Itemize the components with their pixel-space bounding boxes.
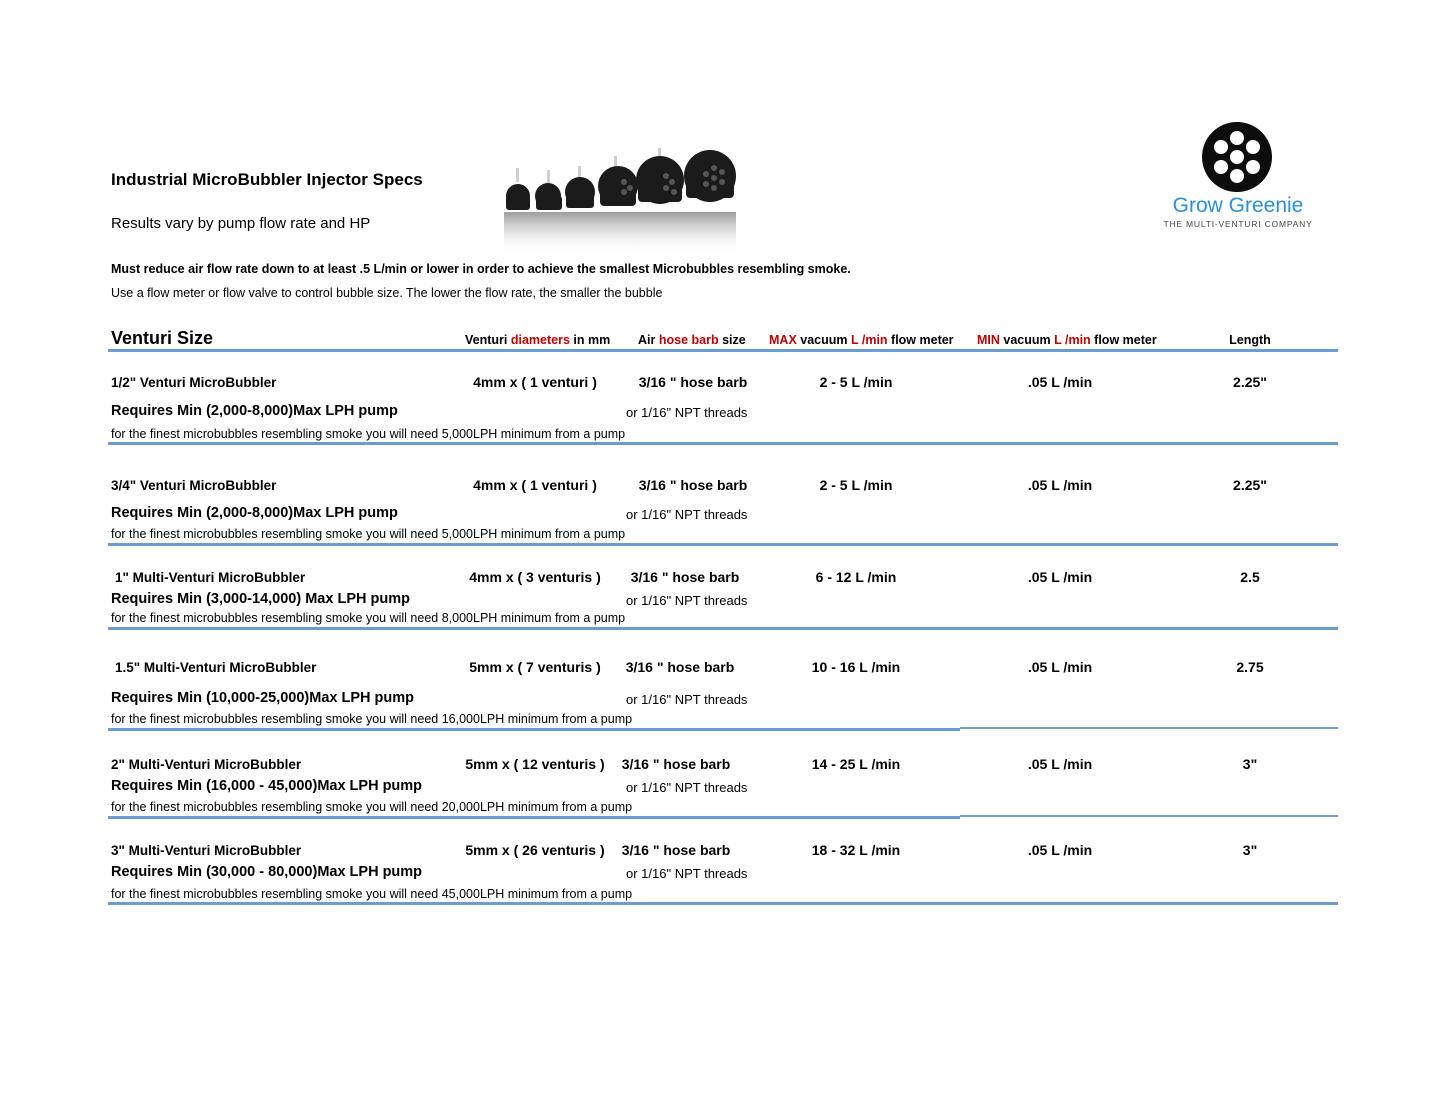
row-barb: 3/16 " hose barb	[638, 374, 748, 390]
row-max: 2 - 5 L /min	[819, 477, 893, 493]
row-pump: Requires Min (2,000-8,000)Max LPH pump	[111, 403, 398, 419]
row-name: 3/4" Venturi MicroBubbler	[111, 478, 277, 493]
row-length: 2.25"	[1233, 477, 1267, 493]
row-name: 1.5" Multi-Venturi MicroBubbler	[115, 660, 317, 675]
header-length: Length	[1229, 333, 1271, 347]
row-npt: or 1/16" NPT threads	[626, 866, 748, 881]
note: Use a flow meter or flow valve to control bubble size. The lower the flow rate, the smaller the bubble	[111, 286, 663, 300]
row-npt: or 1/16" NPT threads	[626, 692, 748, 707]
header-divider	[108, 349, 1338, 352]
row-fine: for the finest microbubbles resembling smoke you will need 45,000LPH minimum from a pump	[111, 887, 633, 901]
row-name: 1" Multi-Venturi MicroBubbler	[115, 570, 306, 585]
row-min: .05 L /min	[1027, 477, 1093, 493]
row-min: .05 L /min	[1027, 756, 1093, 772]
header-hose-barb: Air hose barb size	[638, 333, 746, 347]
row-fine: for the finest microbubbles resembling smoke you will need 20,000LPH minimum from a pump	[111, 800, 633, 814]
row-name: 1/2" Venturi MicroBubbler	[111, 375, 277, 390]
row-max: 2 - 5 L /min	[819, 374, 893, 390]
note-bold: Must reduce air flow rate down to at least .5 L/min or lower in order to achieve the smallest Microbubbles resembling smoke.	[111, 262, 851, 276]
row-npt: or 1/16" NPT threads	[626, 507, 748, 522]
row-max: 6 - 12 L /min	[815, 569, 897, 585]
row-npt: or 1/16" NPT threads	[626, 780, 748, 795]
row-min: .05 L /min	[1027, 659, 1093, 675]
row-divider	[960, 727, 1338, 729]
row-npt: or 1/16" NPT threads	[626, 593, 748, 608]
logo-brand: Grow Greenie	[1172, 194, 1304, 217]
row-pump: Requires Min (30,000 - 80,000)Max LPH pump	[111, 864, 423, 880]
row-pump: Requires Min (3,000-14,000) Max LPH pump	[111, 591, 410, 607]
row-pump: Requires Min (2,000-8,000)Max LPH pump	[111, 505, 398, 521]
row-divider	[108, 816, 960, 819]
row-diameter: 5mm x ( 7 venturis )	[469, 659, 601, 675]
row-diameter: 4mm x ( 1 venturi )	[473, 374, 597, 390]
header-venturi-size: Venturi Size	[111, 328, 214, 348]
row-pump: Requires Min (10,000-25,000)Max LPH pump	[111, 690, 414, 706]
header-max-vacuum: MAX vacuum L /min flow meter	[769, 333, 954, 347]
row-barb: 3/16 " hose barb	[621, 756, 731, 772]
header-diameters: Venturi diameters in mm	[465, 333, 611, 347]
header-min-vacuum: MIN vacuum L /min flow meter	[977, 333, 1157, 347]
row-name: 2" Multi-Venturi MicroBubbler	[111, 757, 302, 772]
row-max: 10 - 16 L /min	[811, 659, 901, 675]
row-length: 3"	[1242, 842, 1258, 858]
logo-tagline: THE MULTI-VENTURI COMPANY	[1163, 219, 1313, 229]
row-barb: 3/16 " hose barb	[621, 842, 731, 858]
row-name: 3" Multi-Venturi MicroBubbler	[111, 843, 302, 858]
row-divider	[108, 543, 1338, 546]
row-length: 2.5	[1240, 569, 1260, 585]
row-npt: or 1/16" NPT threads	[626, 405, 748, 420]
row-length: 2.75	[1236, 659, 1264, 675]
row-divider	[108, 728, 960, 731]
row-divider	[108, 442, 1338, 445]
row-barb: 3/16 " hose barb	[638, 477, 748, 493]
product-image	[500, 148, 740, 258]
row-length: 2.25"	[1233, 374, 1267, 390]
row-max: 18 - 32 L /min	[811, 842, 901, 858]
row-pump: Requires Min (16,000 - 45,000)Max LPH pump	[111, 778, 423, 794]
row-min: .05 L /min	[1027, 374, 1093, 390]
row-fine: for the finest microbubbles resembling smoke you will need 5,000LPH minimum from a pump	[111, 427, 626, 441]
row-divider	[108, 902, 1338, 905]
row-fine: for the finest microbubbles resembling smoke you will need 5,000LPH minimum from a pump	[111, 527, 626, 541]
row-diameter: 5mm x ( 26 venturis )	[465, 842, 605, 858]
row-fine: for the finest microbubbles resembling smoke you will need 16,000LPH minimum from a pump	[111, 712, 633, 726]
row-max: 14 - 25 L /min	[811, 756, 901, 772]
row-length: 3"	[1242, 756, 1258, 772]
row-diameter: 4mm x ( 1 venturi )	[473, 477, 597, 493]
row-fine: for the finest microbubbles resembling smoke you will need 8,000LPH minimum from a pump	[111, 611, 626, 625]
row-barb: 3/16 " hose barb	[625, 659, 735, 675]
page-title: Industrial MicroBubbler Injector Specs	[111, 170, 423, 189]
row-divider	[108, 627, 1338, 630]
row-divider	[960, 815, 1338, 817]
row-min: .05 L /min	[1027, 569, 1093, 585]
row-barb: 3/16 " hose barb	[630, 569, 740, 585]
row-diameter: 5mm x ( 12 venturis )	[465, 756, 605, 772]
logo-icon	[1202, 122, 1272, 192]
page-subtitle: Results vary by pump flow rate and HP	[111, 215, 371, 232]
row-min: .05 L /min	[1027, 842, 1093, 858]
row-diameter: 4mm x ( 3 venturis )	[469, 569, 601, 585]
